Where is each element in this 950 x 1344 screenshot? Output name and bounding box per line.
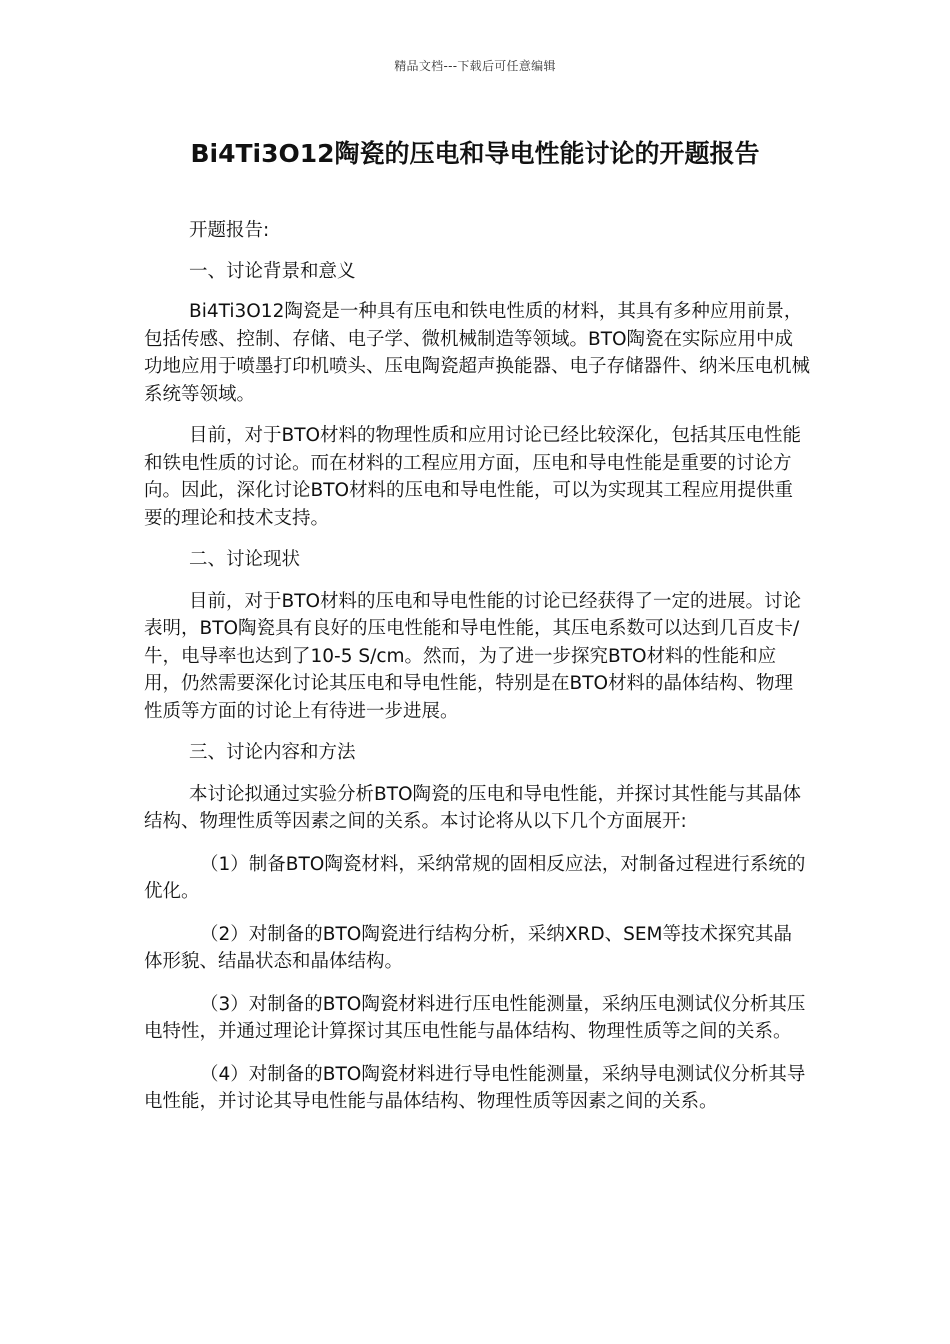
document-title: Bi4Ti3O12陶瓷的压电和导电性能讨论的开题报告 bbox=[190, 139, 760, 168]
report-label: 开题报告: bbox=[189, 220, 270, 241]
header-note: 精品文档---下载后可任意编辑 bbox=[394, 59, 556, 73]
list-item: （4）对制备的BTO陶瓷材料进行导电性能测量，采纳导电测试仪分析其导电性能，并讨论其导电性能与晶体结构、物理性质等因素之间的关系。 bbox=[144, 1063, 806, 1112]
section-heading-methods: 三、讨论内容和方法 bbox=[189, 742, 356, 763]
paragraph-methods-intro: 本讨论拟通过实验分析BTO陶瓷的压电和导电性能，并探讨其性能与其晶体结构、物理性质等因素之间的关系。本讨论将从以下几个方面展开: bbox=[144, 783, 802, 832]
section-heading-status: 二、讨论现状 bbox=[189, 549, 301, 570]
paragraph-significance: 目前，对于BTO材料的物理性质和应用讨论已经比较深化，包括其压电性能和铁电性质的讨论。而在材料的工程应用方面，压电和导电性能是重要的讨论方向。因此，深化讨论BTO材料的压电和导电性能，可以为实现其工程应用提供重要的理论和技术支持。 bbox=[144, 425, 802, 529]
list-item: （3）对制备的BTO陶瓷材料进行压电性能测量，采纳压电测试仪分析其压电特性，并通过理论计算探讨其压电性能与晶体结构、物理性质等之间的关系。 bbox=[144, 993, 806, 1042]
list-item: （1）制备BTO陶瓷材料，采纳常规的固相反应法，对制备过程进行系统的优化。 bbox=[144, 853, 806, 902]
paragraph-background: Bi4Ti3O12陶瓷是一种具有压电和铁电性质的材料，其具有多种应用前景，包括传感、控制、存储、电子学、微机械制造等领域。BTO陶瓷在实际应用中成功地应用于喷墨打印机喷头、压电陶瓷超声换能器、电子存储器件、纳米压电机械系统等领域。 bbox=[144, 301, 811, 405]
list-item: （2）对制备的BTO陶瓷进行结构分析，采纳XRD、SEM等技术探究其晶体形貌、结晶状态和晶体结构。 bbox=[144, 923, 792, 972]
document-body bbox=[144, 217, 810, 1116]
section-heading-background: 一、讨论背景和意义 bbox=[189, 260, 356, 282]
paragraph-status: 目前，对于BTO材料的压电和导电性能的讨论已经获得了一定的进展。讨论表明，BTO陶瓷具有良好的压电性能和导电性能，其压电系数可以达到几百皮卡/牛，电导率也达到了10-5 S/cm。然而，为了进一步探究BTO材料的性能和应用，仍然需要深化讨论其压电和导电性能，特别是在BTO材料的晶体结构、物理性质等方面的讨论上有待进一步进展。 bbox=[144, 590, 802, 722]
